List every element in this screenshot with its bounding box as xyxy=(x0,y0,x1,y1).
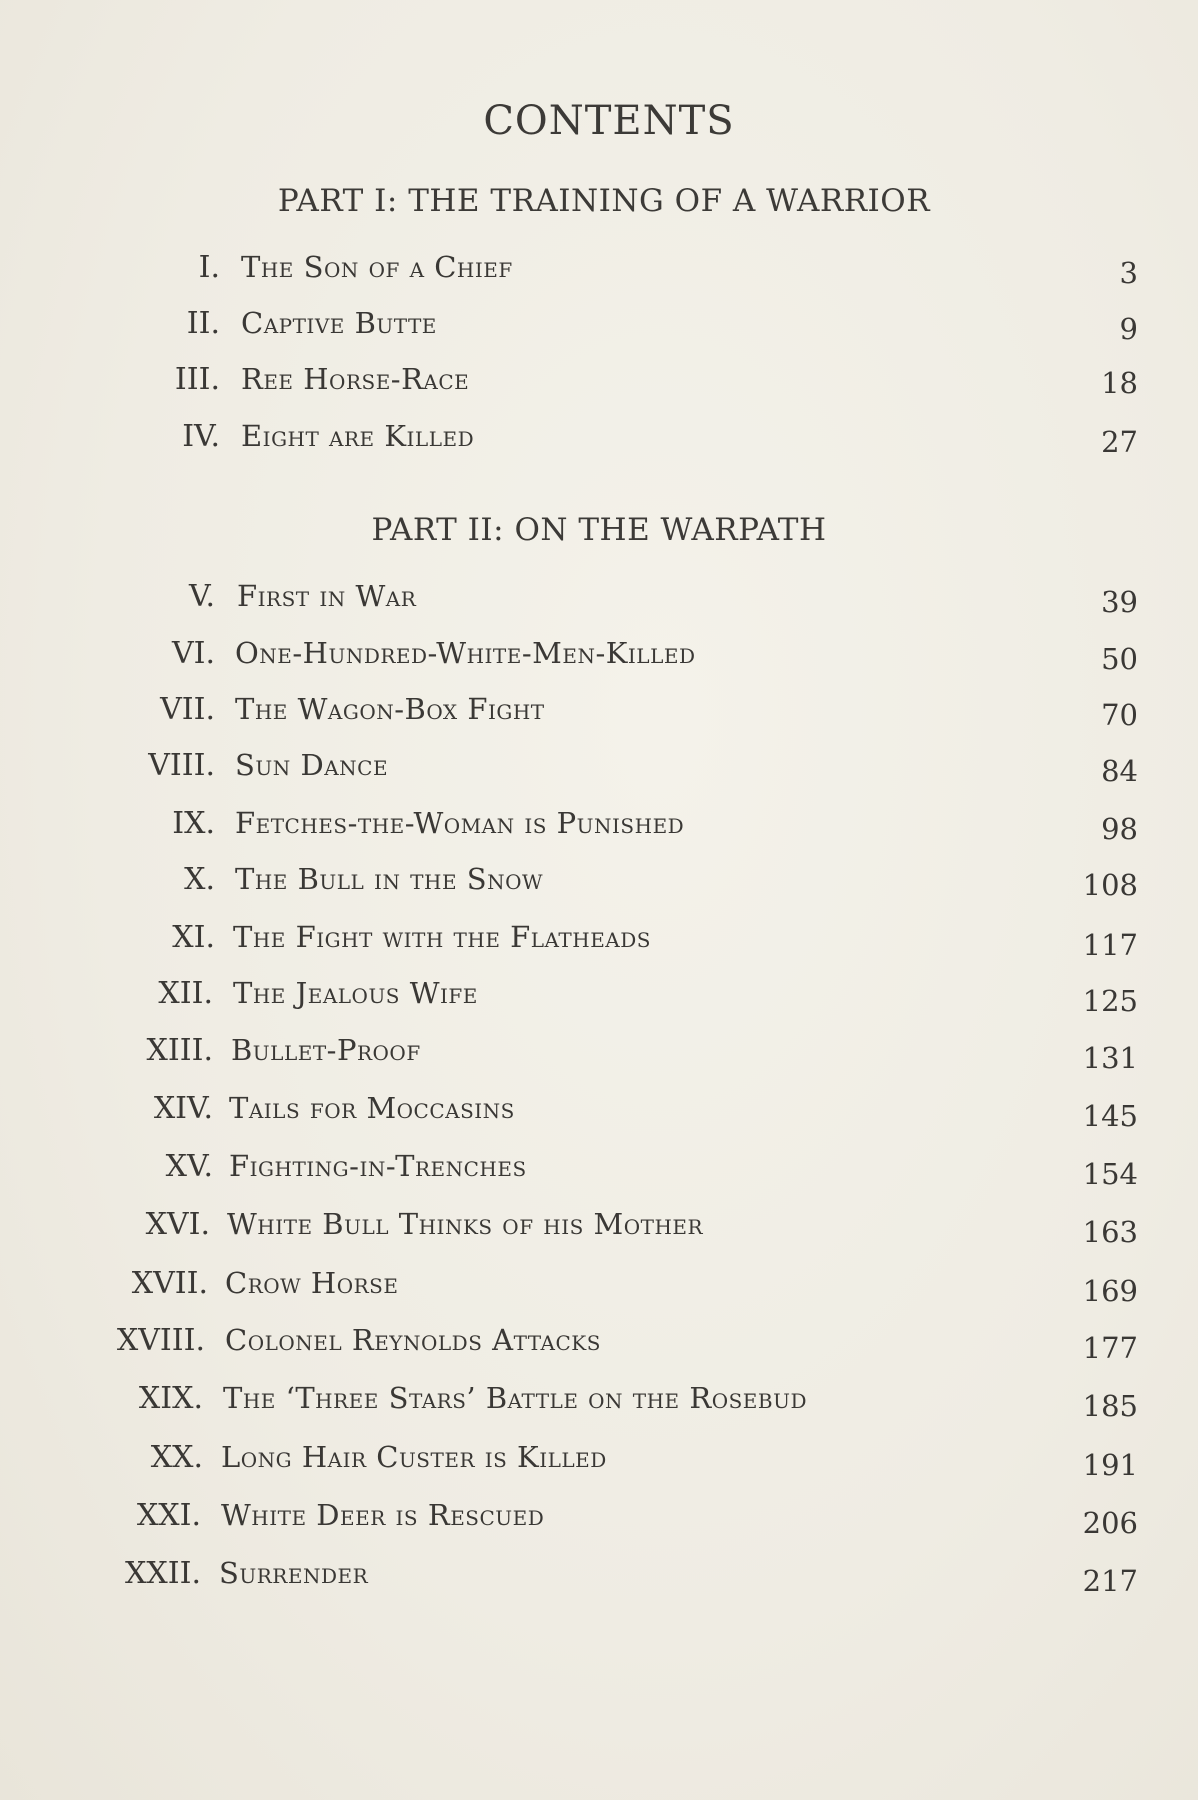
part-heading-1: PART I: THE TRAINING OF A WARRIOR xyxy=(277,183,931,219)
chapter-title: Ree Horse-Race xyxy=(241,362,470,396)
page-number: 3 xyxy=(1119,256,1138,290)
page-number: 163 xyxy=(1082,1215,1138,1249)
page-number: 131 xyxy=(1082,1041,1138,1075)
chapter-title: Crow Horse xyxy=(225,1266,399,1300)
toc-entry xyxy=(0,1440,1198,1490)
chapter-numeral: XIII. xyxy=(146,1033,213,1068)
chapter-numeral: XII. xyxy=(158,976,213,1011)
chapter-title: Eight are Killed xyxy=(241,419,475,453)
chapter-title: Long Hair Custer is Killed xyxy=(221,1440,607,1474)
page-number: 169 xyxy=(1082,1274,1138,1308)
chapter-title: The Fight with the Flatheads xyxy=(233,920,651,954)
chapter-numeral: XXI. xyxy=(136,1498,201,1533)
chapter-numeral: XVII. xyxy=(131,1266,208,1301)
chapter-title: White Bull Thinks of his Mother xyxy=(227,1207,704,1241)
chapter-numeral: IV. xyxy=(182,419,220,454)
chapter-numeral: II. xyxy=(186,306,220,341)
page-number: 117 xyxy=(1082,928,1138,962)
chapter-numeral: IX. xyxy=(172,806,215,841)
chapter-numeral: VIII. xyxy=(148,748,215,783)
page-number: 125 xyxy=(1082,984,1138,1018)
page-number: 185 xyxy=(1082,1389,1138,1423)
toc-entry xyxy=(0,692,1198,742)
chapter-numeral: XI. xyxy=(172,920,215,955)
page-number: 108 xyxy=(1082,868,1138,902)
chapter-title: The ‘Three Stars’ Battle on the Rosebud xyxy=(223,1381,807,1415)
toc-entry xyxy=(0,1556,1198,1606)
part-heading-2: PART II: ON THE WARPATH xyxy=(371,512,827,548)
chapter-numeral: XVI. xyxy=(145,1207,210,1242)
chapter-title: Sun Dance xyxy=(235,748,389,782)
chapter-title: Surrender xyxy=(219,1556,369,1590)
chapter-numeral: XIV. xyxy=(153,1091,213,1126)
page-number: 39 xyxy=(1101,585,1138,619)
chapter-title: White Deer is Rescued xyxy=(221,1498,545,1532)
chapter-title: One-Hundred-White-Men-Killed xyxy=(235,636,696,670)
chapter-numeral: XV. xyxy=(165,1149,213,1184)
page-number: 84 xyxy=(1101,754,1138,788)
toc-entry xyxy=(0,1033,1198,1083)
toc-entry xyxy=(0,1381,1198,1431)
chapter-numeral: X. xyxy=(184,862,215,897)
chapter-numeral: I. xyxy=(198,250,220,285)
chapter-numeral: V. xyxy=(189,579,215,614)
chapter-numeral: VII. xyxy=(160,692,215,727)
toc-entry xyxy=(0,1498,1198,1548)
page-title: CONTENTS xyxy=(483,98,735,144)
chapter-title: Colonel Reynolds Attacks xyxy=(225,1323,601,1357)
page-number: 217 xyxy=(1082,1564,1138,1598)
page-number: 154 xyxy=(1082,1157,1138,1191)
chapter-numeral: III. xyxy=(174,362,220,397)
page-number: 18 xyxy=(1101,366,1138,400)
toc-entry xyxy=(0,1091,1198,1141)
page-number: 206 xyxy=(1082,1506,1138,1540)
toc-entry xyxy=(0,419,1198,469)
chapter-numeral: XXII. xyxy=(125,1556,201,1591)
toc-entry xyxy=(0,976,1198,1026)
chapter-title: The Jealous Wife xyxy=(233,976,478,1010)
toc-entry xyxy=(0,306,1198,356)
chapter-title: The Bull in the Snow xyxy=(235,862,544,896)
toc-entry xyxy=(0,806,1198,856)
page-number: 191 xyxy=(1082,1448,1138,1482)
page-number: 145 xyxy=(1082,1099,1138,1133)
toc-entry xyxy=(0,250,1198,300)
chapter-title: Bullet-Proof xyxy=(231,1033,421,1067)
chapter-numeral: XIX. xyxy=(138,1381,203,1416)
toc-entry xyxy=(0,579,1198,629)
toc-entry xyxy=(0,862,1198,912)
page-number: 50 xyxy=(1101,642,1138,676)
page-number: 27 xyxy=(1101,425,1138,459)
chapter-title: Fighting-in-Trenches xyxy=(229,1149,527,1183)
toc-entry xyxy=(0,636,1198,686)
toc-entry xyxy=(0,362,1198,412)
chapter-title: First in War xyxy=(237,579,417,613)
chapter-title: The Wagon-Box Fight xyxy=(235,692,545,726)
chapter-numeral: VI. xyxy=(171,636,215,671)
page-number: 70 xyxy=(1101,698,1138,732)
toc-entry xyxy=(0,748,1198,798)
chapter-numeral: XX. xyxy=(150,1440,203,1475)
chapter-title: Fetches-the-Woman is Punished xyxy=(235,806,685,840)
chapter-numeral: XVIII. xyxy=(116,1323,205,1358)
page-number: 98 xyxy=(1101,812,1138,846)
toc-entry xyxy=(0,920,1198,970)
toc-entry xyxy=(0,1207,1198,1257)
toc-entry xyxy=(0,1149,1198,1199)
page-number: 9 xyxy=(1119,312,1138,346)
chapter-title: Captive Butte xyxy=(241,306,437,340)
chapter-title: The Son of a Chief xyxy=(241,250,513,284)
toc-entry xyxy=(0,1266,1198,1316)
chapter-title: Tails for Moccasins xyxy=(229,1091,515,1125)
toc-entry xyxy=(0,1323,1198,1373)
page-number: 177 xyxy=(1082,1331,1138,1365)
